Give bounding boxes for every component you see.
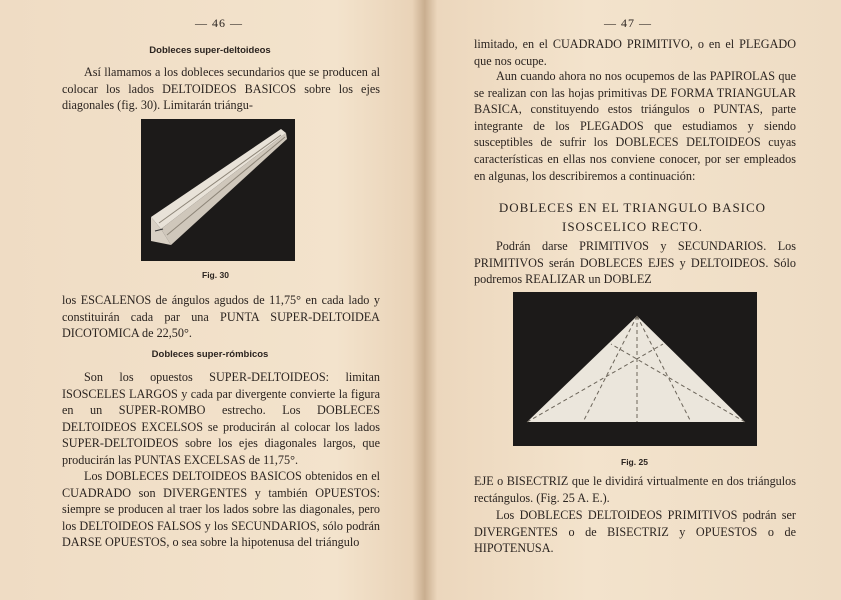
figure-caption: Fig. 25 <box>621 457 648 467</box>
paragraph: limitado, en el CUADRADO PRIMITIVO, o en el PLEGADO que nos ocupe. <box>474 37 796 68</box>
page-number: — 47 — <box>604 16 652 30</box>
figure-25-photo <box>513 292 757 446</box>
section-heading: Dobleces super-rómbicos <box>151 349 269 360</box>
page-number: — 46 — <box>195 16 243 30</box>
paragraph: Así llamamos a los dobleces secundarios que se producen al colocar los lados DELTOIDEOS BASICOS sobre los ejes diagonales (fig. 30). Limitarán triángu- <box>62 65 380 113</box>
right-page <box>424 0 841 600</box>
paragraph: Son los opuestos SUPER-DELTOIDEOS: limitan ISOSCELES LARGOS y cada par divergente convierte la figura en un SUPER-ROMBO estrecho. Los DOBLECES DELTOIDEOS EXCELSOS se producirán al colocar los lados SUPER-DELTOIDEOS sobre los ejes diagonales largos, que producirán las PUNTAS EXCELSAS de 11,75°. <box>62 370 380 467</box>
section-title-line: DOBLECES EN EL TRIANGULO BASICO <box>498 200 767 215</box>
section-title <box>424 198 841 236</box>
left-page <box>0 0 420 600</box>
section-title-line: ISOSCELICO RECTO. <box>562 219 703 234</box>
paragraph: Aun cuando ahora no nos ocupemos de las PAPIROLAS que se realizan con las hojas primitivas DE FORMA TRIANGULAR BASICA, constituyendo estos triángulos o PUNTAS, parte integrante de los PLEGADOS que estudiamos y siendo susceptibles de sufrir los DOBLECES DELTOIDEOS cuyas características en ellas nos conviene conocer, por ser empleados en algunas, los describiremos a continuación: <box>474 69 796 183</box>
paragraph: Los DOBLECES DELTOIDEOS PRIMITIVOS podrán ser DIVERGENTES o de BISECTRIZ y OPUESTOS o de HIPOTENUSA. <box>474 508 796 556</box>
folded-paper-illustration <box>141 119 295 261</box>
paragraph: Podrán darse PRIMITIVOS y SECUNDARIOS. Los PRIMITIVOS serán DOBLECES EJES y DELTOIDEOS. Sólo podremos REALIZAR un DOBLEZ <box>474 239 796 287</box>
paragraph: Los DOBLECES DELTOIDEOS BASICOS obtenidos en el CUADRADO son DIVERGENTES y también OPUESTOS: siempre se producen al traer los lados sobre las diagonales, pero los DELTOIDEOS FALSOS y los SECUNDARIOS, sólo podrán DARSE OPUESTOS, o sea sobre la hipotenusa del triángulo <box>62 469 380 550</box>
paragraph: EJE o BISECTRIZ que le dividirá virtualmente en dos triángulos rectángulos. (Fig. 25 A. E.). <box>474 474 796 505</box>
paragraph: los ESCALENOS de ángulos agudos de 11,75° en cada lado y constituirán cada par una PUNTA SUPER-DELTOIDEA DICOTOMICA de 22,50°. <box>62 293 380 341</box>
figure-caption: Fig. 30 <box>202 270 229 280</box>
section-heading: Dobleces super-deltoideos <box>149 45 271 56</box>
triangle-fold-illustration <box>513 292 757 446</box>
figure-30-photo <box>141 119 295 261</box>
